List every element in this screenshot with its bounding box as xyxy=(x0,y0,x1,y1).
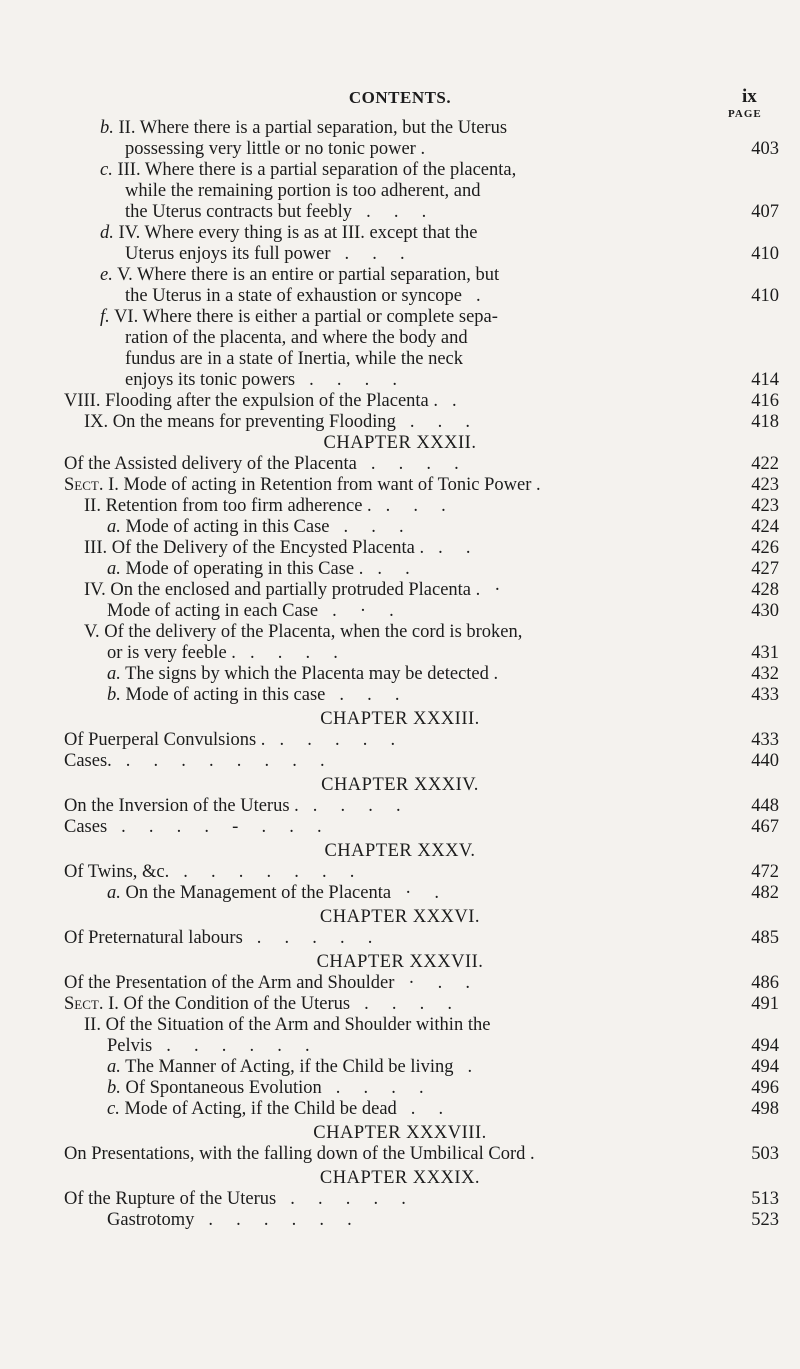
entry-title: I. Of the Condition of the Uterus xyxy=(108,994,351,1014)
toc-entry-text xyxy=(64,1189,276,1210)
toc-entry xyxy=(0,118,800,139)
toc-entry-text xyxy=(64,796,299,817)
toc-entry-text xyxy=(100,307,498,328)
leader-dots: . . . . xyxy=(370,454,459,474)
entry-title: The Manner of Acting, if the Child be living xyxy=(125,1057,454,1077)
page-number: 433 xyxy=(751,685,779,705)
toc-entry-text xyxy=(64,730,265,751)
page-number: 407 xyxy=(751,202,779,222)
page-number: 472 xyxy=(751,862,779,882)
page-number: 496 xyxy=(751,1078,779,1098)
page-number: 433 xyxy=(751,730,779,750)
page-number: 485 xyxy=(751,928,779,948)
page-number: 410 xyxy=(751,244,779,264)
page-number: 424 xyxy=(751,517,779,537)
entry-title: Mode of operating in this Case . xyxy=(125,559,364,579)
toc-entry xyxy=(0,751,800,772)
item-marker: b. xyxy=(107,685,121,705)
entry-title: Cases. xyxy=(64,751,112,771)
leader-dots: . · . xyxy=(332,601,394,621)
entry-title: II. Retention from too firm adherence . xyxy=(84,496,372,516)
item-marker: a. xyxy=(107,517,121,537)
entry-title: while the remaining portion is too adherent, and xyxy=(125,181,481,201)
toc-entry xyxy=(0,454,800,475)
leader-dots: . . . . . . xyxy=(208,1210,352,1230)
entry-title: I. Mode of acting in Retention from want of Tonic Power . xyxy=(108,475,541,495)
page-number: 414 xyxy=(751,370,779,390)
toc-entry xyxy=(0,643,800,664)
chapter-heading: CHAPTER XXXVI. xyxy=(319,907,481,927)
toc-entry-text xyxy=(64,475,541,496)
entry-title: VI. Where there is either a partial or complete sepa- xyxy=(114,307,498,327)
page-column-label: PAGE xyxy=(728,108,762,120)
leader-dots: . . . . xyxy=(335,1078,424,1098)
toc-entry xyxy=(0,202,800,223)
entry-title: Mode of acting in this Case xyxy=(125,517,330,537)
toc-entry xyxy=(0,181,800,202)
page-number: 423 xyxy=(751,496,779,516)
leader-dots: · xyxy=(494,580,501,600)
toc-entry-text xyxy=(84,1015,490,1036)
toc-entry xyxy=(0,1057,800,1078)
leader-dots: . . . xyxy=(366,202,427,222)
toc-entry xyxy=(0,517,800,538)
toc-entry xyxy=(0,412,800,433)
chapter-heading: CHAPTER XXXIX. xyxy=(319,1168,481,1188)
toc-entry-text xyxy=(107,517,329,538)
toc-entry-text xyxy=(125,202,352,223)
leader-dots: . . . . . . . xyxy=(183,862,355,882)
toc-entry xyxy=(0,139,800,160)
page-number: 422 xyxy=(751,454,779,474)
toc-entry-text xyxy=(64,862,169,883)
leader-dots: . . . xyxy=(409,412,470,432)
page-number: 416 xyxy=(751,391,779,411)
toc-entry xyxy=(0,286,800,307)
toc-entry xyxy=(0,730,800,751)
leader-dots: . . . . xyxy=(309,370,397,390)
toc-entry xyxy=(0,601,800,622)
running-header-page-number: ix xyxy=(742,86,757,107)
entry-title: fundus are in a state of Inertia, while the neck xyxy=(125,349,464,369)
toc-entry-text xyxy=(107,1036,152,1057)
toc-entry xyxy=(0,580,800,601)
toc-entry xyxy=(0,862,800,883)
entry-title: IX. On the means for preventing Flooding xyxy=(84,412,396,432)
toc-entry-text xyxy=(107,685,325,706)
toc-entry-text xyxy=(100,265,499,286)
toc-entry xyxy=(0,1099,800,1120)
toc-entry xyxy=(0,796,800,817)
entry-title: Of Spontaneous Evolution xyxy=(125,1078,322,1098)
toc-entry-text xyxy=(125,244,331,265)
entry-title: IV. On the enclosed and partially protruded Placenta . xyxy=(84,580,481,600)
toc-entry-text xyxy=(107,664,498,685)
toc-entry-text xyxy=(125,370,295,391)
page-number: 410 xyxy=(751,286,779,306)
toc-entry xyxy=(0,928,800,949)
item-marker: b. xyxy=(107,1078,121,1098)
chapter-heading: CHAPTER XXXIII. xyxy=(320,709,480,729)
leader-dots: . . . xyxy=(385,496,446,516)
leader-dots: . . . . xyxy=(249,643,338,663)
entry-title: Of the Presentation of the Arm and Shoulder xyxy=(64,973,395,993)
item-marker: e. xyxy=(100,265,113,285)
toc-entry xyxy=(0,685,800,706)
item-marker: a. xyxy=(107,1057,121,1077)
toc-entry xyxy=(0,622,800,643)
page-number: 403 xyxy=(751,139,779,159)
entry-title: Of Puerperal Convulsions . xyxy=(64,730,266,750)
toc-entry xyxy=(0,817,800,838)
chapter-heading: CHAPTER XXXIV. xyxy=(321,775,479,795)
entry-title: Uterus enjoys its full power xyxy=(125,244,331,264)
toc-entry xyxy=(0,223,800,244)
toc-entry-text xyxy=(84,538,424,559)
entry-title: Mode of acting in this case xyxy=(125,685,326,705)
toc-entry xyxy=(0,664,800,685)
chapter-heading: CHAPTER XXXVII. xyxy=(316,952,484,972)
toc-entry-text xyxy=(107,1078,322,1099)
toc-entry-text xyxy=(64,928,243,949)
toc-entry xyxy=(0,349,800,370)
leader-dots: . . xyxy=(377,559,410,579)
leader-dots: . . . xyxy=(344,244,405,264)
entry-title: Cases xyxy=(64,817,108,837)
chapter-heading: CHAPTER XXXVIII. xyxy=(313,1123,487,1143)
page-number: 432 xyxy=(751,664,779,684)
entry-title: possessing very little or no tonic power . xyxy=(125,139,426,159)
toc-entry-text xyxy=(84,622,522,643)
page-number: 430 xyxy=(751,601,779,621)
entry-title: or is very feeble . xyxy=(107,643,236,663)
page-number: 486 xyxy=(751,973,779,993)
leader-dots: . . . . . xyxy=(290,1189,406,1209)
entry-title: Of the Rupture of the Uterus xyxy=(64,1189,277,1209)
entry-title: II. Where there is a partial separation, but the Uterus xyxy=(118,118,508,138)
leader-dots: · . . xyxy=(408,973,471,993)
item-marker: c. xyxy=(107,1099,120,1119)
entry-title: III. Of the Delivery of the Encysted Placenta . xyxy=(84,538,425,558)
toc-entry xyxy=(0,1189,800,1210)
page-number: 423 xyxy=(751,475,779,495)
toc-entry-text xyxy=(125,139,425,160)
page-number: 431 xyxy=(751,643,779,663)
entry-title: V. Where there is an entire or partial separation, but xyxy=(117,265,500,285)
toc-entry xyxy=(0,265,800,286)
toc-entry xyxy=(0,1078,800,1099)
leader-dots: . . . . . . xyxy=(166,1036,310,1056)
leader-dots: . xyxy=(452,391,457,411)
toc-entry xyxy=(0,160,800,181)
leader-dots: . . . . . . . . xyxy=(125,751,325,771)
entry-title: On the Management of the Placenta xyxy=(125,883,392,903)
entry-title: Pelvis xyxy=(107,1036,153,1056)
leader-dots: . . . . . xyxy=(256,928,373,948)
page-number: 467 xyxy=(751,817,779,837)
toc-entry-text xyxy=(64,391,438,412)
chapter-heading: CHAPTER XXXII. xyxy=(323,433,477,453)
page-number: 426 xyxy=(751,538,779,558)
toc-entry xyxy=(0,538,800,559)
toc-entry-text xyxy=(64,1144,535,1165)
leader-dots: . . . xyxy=(343,517,404,537)
toc-entry xyxy=(0,475,800,496)
entry-title: V. Of the delivery of the Placenta, when the cord is broken, xyxy=(84,622,523,642)
entry-title: VIII. Flooding after the expulsion of the Placenta . xyxy=(64,391,439,411)
entry-title: The signs by which the Placenta may be detected . xyxy=(125,664,499,684)
item-marker: f. xyxy=(100,307,110,327)
page-number: 498 xyxy=(751,1099,779,1119)
item-marker: b. xyxy=(100,118,114,138)
toc-entry-text xyxy=(107,883,391,904)
item-marker: a. xyxy=(107,883,121,903)
section-label: Sect. xyxy=(64,994,104,1014)
toc-entry-text xyxy=(125,181,481,202)
page-number: 494 xyxy=(751,1057,779,1077)
leader-dots: . . . . xyxy=(364,994,452,1014)
toc-entry-text xyxy=(100,223,477,244)
toc-entry-text xyxy=(64,994,350,1015)
toc-entry xyxy=(0,883,800,904)
entry-title: Of Preternatural labours xyxy=(64,928,243,948)
entry-title: On the Inversion of the Uterus . xyxy=(64,796,299,816)
running-header-title: CONTENTS. xyxy=(348,88,452,107)
toc-entry-text xyxy=(84,580,480,601)
page-number: 482 xyxy=(751,883,779,903)
leader-dots: . . xyxy=(410,1099,444,1119)
toc-entry-text xyxy=(107,1057,453,1078)
toc-entry-text xyxy=(64,973,394,994)
toc-entry xyxy=(0,994,800,1015)
leader-dots: . . . xyxy=(339,685,400,705)
entry-title: the Uterus in a state of exhaustion or syncope xyxy=(125,286,463,306)
toc-entry xyxy=(0,307,800,328)
entry-title: Of the Assisted delivery of the Placenta xyxy=(64,454,357,474)
toc-entry xyxy=(0,1144,800,1165)
toc-entry-text xyxy=(125,286,462,307)
toc-entry xyxy=(0,328,800,349)
entry-title: On Presentations, with the falling down of the Umbilical Cord . xyxy=(64,1144,535,1164)
toc-entry xyxy=(0,496,800,517)
page-number: 427 xyxy=(751,559,779,579)
toc-entry-text xyxy=(64,454,357,475)
leader-dots: · . xyxy=(405,883,440,903)
leader-dots: . . . . . xyxy=(279,730,396,750)
leader-dots: . . . . xyxy=(312,796,401,816)
entry-title: enjoys its tonic powers xyxy=(125,370,296,390)
toc-entry-text xyxy=(84,496,372,517)
toc-entry-text xyxy=(107,601,318,622)
toc-entry xyxy=(0,1210,800,1231)
chapter-heading: CHAPTER XXXV. xyxy=(324,841,476,861)
toc-entry-text xyxy=(100,118,507,139)
toc-entry xyxy=(0,244,800,265)
toc-entry xyxy=(0,559,800,580)
toc-entry-text xyxy=(100,160,516,181)
toc-entry xyxy=(0,1015,800,1036)
toc-entry-text xyxy=(107,643,236,664)
item-marker: a. xyxy=(107,559,121,579)
section-label: Sect. xyxy=(64,475,104,495)
toc-entry xyxy=(0,1036,800,1057)
toc-entry-text xyxy=(125,328,468,349)
entry-title: IV. Where every thing is as at III. except that the xyxy=(118,223,478,243)
page-number: 418 xyxy=(751,412,779,432)
toc-entry-text xyxy=(125,349,463,370)
entry-title: II. Of the Situation of the Arm and Shoulder within the xyxy=(84,1015,491,1035)
toc-entry-text xyxy=(64,751,112,772)
toc-entry-text xyxy=(107,1099,397,1120)
entry-title: Mode of Acting, if the Child be dead xyxy=(124,1099,397,1119)
toc-entry xyxy=(0,370,800,391)
entry-title: the Uterus contracts but feebly xyxy=(125,202,353,222)
page-number: 503 xyxy=(751,1144,779,1164)
leader-dots: . xyxy=(467,1057,473,1077)
page-number: 513 xyxy=(751,1189,779,1209)
entry-title: III. Where there is a partial separation of the placenta, xyxy=(117,160,517,180)
page-number: 448 xyxy=(751,796,779,816)
page-number: 491 xyxy=(751,994,779,1014)
item-marker: a. xyxy=(107,664,121,684)
item-marker: c. xyxy=(100,160,113,180)
leader-dots: . . xyxy=(438,538,471,558)
toc-entry xyxy=(0,391,800,412)
entry-title: Mode of acting in each Case xyxy=(107,601,319,621)
toc-entry-text xyxy=(107,1210,194,1231)
entry-title: Gastrotomy xyxy=(107,1210,195,1230)
toc-entry-text xyxy=(84,412,396,433)
entry-title: ration of the placenta, and where the body and xyxy=(125,328,468,348)
page-number: 428 xyxy=(751,580,779,600)
item-marker: d. xyxy=(100,223,114,243)
page-number: 440 xyxy=(751,751,779,771)
toc-entry xyxy=(0,973,800,994)
leader-dots: . xyxy=(476,286,481,306)
leader-dots: . . . . - . . . xyxy=(121,817,322,837)
page-number: 494 xyxy=(751,1036,779,1056)
toc-entry-text xyxy=(64,817,107,838)
toc-entry-text xyxy=(107,559,363,580)
page-number: 523 xyxy=(751,1210,779,1230)
entry-title: Of Twins, &c. xyxy=(64,862,170,882)
